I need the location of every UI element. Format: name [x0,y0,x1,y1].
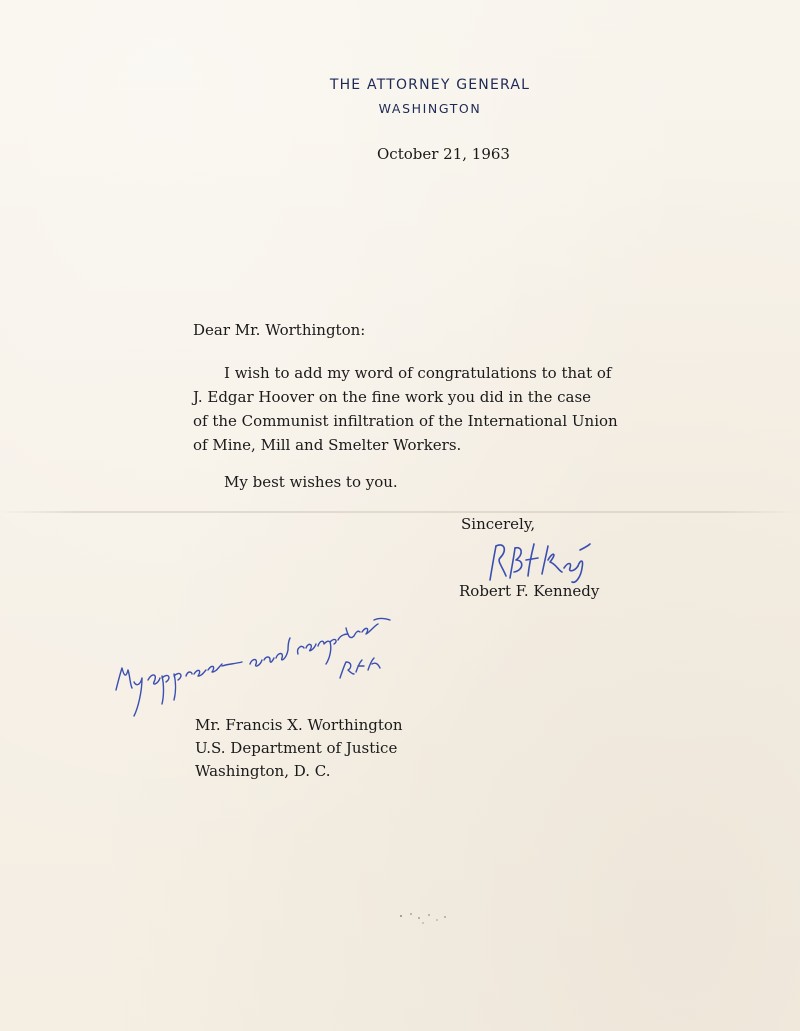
paper-specks [395,908,455,928]
closing: Sincerely, [461,515,536,533]
handwritten-note [108,612,398,727]
letterhead-city: WASHINGTON [378,101,482,116]
body-line: J. Edgar Hoover on the fine work you did in the case [193,388,592,406]
recipient-city: Washington, D. C. [195,762,331,780]
body-line: I wish to add my word of congratulations to that of [224,364,612,382]
body-line: of Mine, Mill and Smelter Workers. [193,436,462,454]
paper-fold-line [0,511,800,513]
body-line: of the Communist infiltration of the International Union [193,412,618,430]
signer-name: Robert F. Kennedy [459,582,600,600]
best-wishes-line: My best wishes to you. [224,473,398,491]
signature [484,538,594,588]
recipient-name: Mr. Francis X. Worthington [195,716,403,734]
body-paragraph [193,361,673,457]
salutation: Dear Mr. Worthington: [193,321,366,339]
letter-date: October 21, 1963 [377,145,510,163]
letterhead-title: THE ATTORNEY GENERAL [329,77,531,93]
recipient-department: U.S. Department of Justice [195,739,398,757]
